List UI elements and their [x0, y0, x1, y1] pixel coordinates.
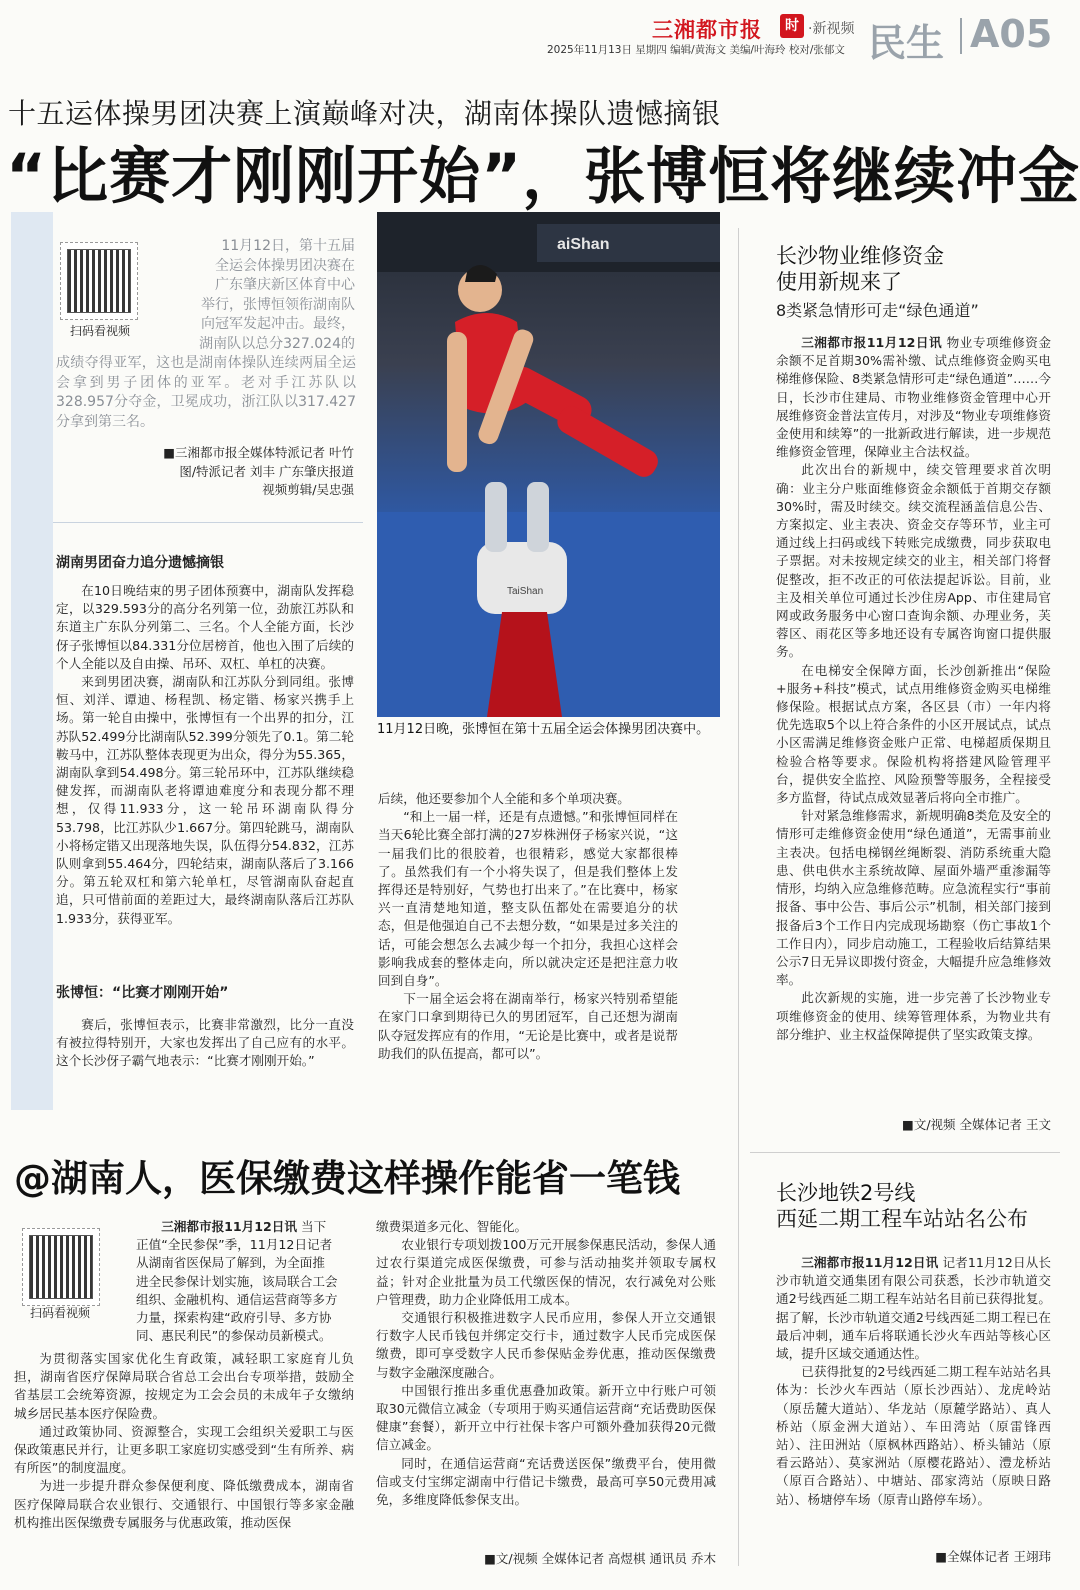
qr-code-icon: [29, 1235, 93, 1299]
newspaper-brand: 三湘都市报: [652, 18, 762, 42]
medical-dateline: 三湘都市报11月12日讯: [161, 1219, 297, 1234]
section1-body: 在10日晚结束的男子团体预赛中，湖南队发挥稳定，以329.593分的高分名列第一位，劲旅江苏队和东道主广东队分列第二、三名。个人全能方面，长沙伢子张博恒以84.331分位居榜首，他也入围了后续的个人全能以及自由操、吊环、双杠、单杠的决赛。 来到男团决赛，湖南队和江苏队分到同组。张博恒、刘洋、谭迪、杨程凯、杨定锴、杨家兴携手上场。第一轮自由操中，张博恒有一个出界的扣分，江苏队52.499分比湖南队52.399分领先了0.1。第二轮鞍马中，江苏队整体表现更为出众，得分为55.365，湖南队拿到54.498分。第三轮吊环中，江苏队继续稳健发挥，而湖南队老将谭迪难度分和表现分都不理想，仅得11.933分，这一轮吊环湖南队得分53.798，比江苏队少1.667分。第四轮跳马，湖南队小将杨定锴又出现落地失误，队伍得分54.832，江苏队则拿到55.464分，四轮结束，湖南队落后了3.166分。第五轮双杠和第六轮单杠，尽管湖南队奋起直追，只可惜前面的差距过大，最终湖南队落后江苏队1.933分，获得亚军。: [56, 583, 354, 926]
property-fund-body: 三湘都市报11月12日讯 物业专项维修资金余额不足首期30%需补缴、试点维修资金购买电梯维修保险、8类紧急情形可走“绿色通道”……今日，长沙市住建局、市物业维修资金管理中心开展维修资金普法宣传月，对涉及“物业专项维修资金使用和续筹”的一批新政进行解读，进一步规范维修资金管理，保障业主合法权益。 此次出台的新规中，续交管理要求首次明确：业主分户账面维修资金余额低于首期交存额30%时，需及时续交。续交流程涵盖信息公告、方案拟定、业主表决、资金交存等环节，业主可通过线上扫码或线下转账完成缴费，同步获取电子票据。对未按规定续交的业主，相关部门将督促整改，拒不改正的可依法提起诉讼。目前，业主及相关单位可通过长沙住房App、市住建局官网或政务服务中心窗口查询余额、办理业务，芙蓉区、雨花区等多地还设有专属咨询窗口提供服务。 在电梯安全保障方面，长沙创新推出“保险+服务+科技”模式，试点用维修资金购买电梯维修保险。根据试点方案，各区县（市）一年内将优先选取5个以上符合条件的小区开展试点，试点小区需满足维修资金账户正常、电梯超质保期且检验合格等要求。保险机构将搭建风险管理平台，提供安全监控、风险预警等服务，全程接受多方监督，待试点成效显著后将向全市推广。 针对紧急维修需求，新规明确8类危及安全的情形可走维修资金使用“绿色通道”，无需事前业主表决。包括电梯钢丝绳断裂、消防系统重大隐患、供电供水主系统故障、屋面外墙严重渗漏等情形，均纳入应急维修范畴。应急流程实行“事前报备、事中公告、事后公示”机制，相关部门接到报备后3个工作日内完成现场勘察（伤亡事故1个工作日内），同步启动施工，工程验收后结算结果公示7日无异议即拨付资金，大幅提升应急维修效率。 此次新规的实施，进一步完善了长沙物业专项维修资金的使用、续筹管理体系，为物业共有部分维护、业主权益保障提供了坚实政策支撑。: [776, 335, 1051, 1042]
property-fund-subtitle: 8类紧急情形可走“绿色通道”: [776, 301, 979, 320]
section-name: 民生: [868, 21, 945, 65]
brand-logo-icon: 时: [780, 14, 804, 38]
feature-qr-code[interactable]: [60, 242, 138, 320]
photo-caption: 11月12日晚，张博恒在第十五届全运会体操男团决赛中。: [377, 722, 710, 737]
bottom-qr-code[interactable]: [22, 1228, 100, 1306]
feature-credit: ■三湘都市报全媒体特派记者 叶竹 图/特派记者 刘丰 广东肇庆报道 视频剪辑/吴忠强: [163, 445, 354, 497]
metro-dateline: 三湘都市报11月12日讯: [801, 1255, 939, 1270]
column-divider: [738, 228, 739, 1566]
section2-title: 张博恒：“比赛才刚刚开始”: [56, 985, 229, 1001]
feature-headline: “比赛才刚刚开始”，张博恒将继续冲金: [6, 141, 1080, 212]
feature-subhead: 十五运体操男团决赛上演巅峰对决，湖南体操队遗憾摘银: [8, 97, 721, 130]
medical-lead-wrap: 三湘都市报11月12日讯 当下 正值“全民参保”季，11月12日记者 从湖南省医保局了解到，为全面推 进全民参保计划实施，该局联合工会 组织、金融机构、通信运营商等多方 力量，探索构建“政府引导、多方协 同、惠民利民”的参保动员新模式。: [136, 1219, 338, 1344]
section2-body: 赛后，张博恒表示，比赛非常激烈，比分一直没有被拉得特别开，大家也发挥出了自己应有的水平。这个长沙伢子霸气地表示：“比赛才刚刚开始。”: [56, 1017, 354, 1069]
issue-meta: 2025年11月13日 星期四 编辑/黄海文 美编/叶海玲 校对/张郁文: [547, 44, 845, 56]
medical-insurance-headline: @湖南人，医保缴费这样操作能省一笔钱: [14, 1157, 680, 1200]
page-number: A05: [970, 12, 1053, 56]
photo-horse-brand: TaiShan: [507, 586, 544, 597]
property-fund-title: 长沙物业维修资金 使用新规来了: [776, 244, 944, 294]
right-divider: [750, 1152, 1060, 1153]
feature-col2-body: 后续，他还要参加个人全能和多个单项决赛。 “和上一届一样，还是有点遗憾。”和张博恒同样在当天6轮比赛全部打满的27岁株洲伢子杨家兴说，“这一届我们比的很胶着，也很精彩，感觉大家都很棒了。虽然我们有一个小将失误了，但是我们整体上发挥得还是特别好，气势也打出来了。”在比赛中，杨家兴一直清楚地知道，整支队伍都处在需要追分的状态，但是他强迫自己不去想分数，“如果是过多关注的话，可能会想怎么去减少每一个扣分，我担心这样会影响我成套的整体走向，所以就决定还是把注意力收回到自身”。 下一届全运会将在湖南举行，杨家兴特别希望能在家门口拿到期待已久的男团冠军，自己还想为湖南队夺冠发挥应有的作用，“无论是比赛中，或者是说帮助我们的队伍提高，都可以”。: [378, 791, 678, 1061]
gymnast-photo: [377, 212, 720, 717]
lead-divider: [53, 522, 363, 523]
property-fund-credit: ■文/视频 全媒体记者 王文: [902, 1117, 1051, 1132]
section1-title: 湖南男团奋力追分遗憾摘银: [56, 555, 224, 571]
qr-code-icon: [67, 249, 131, 313]
property-fund-dateline: 三湘都市报11月12日讯: [801, 335, 943, 350]
pommel-horse-illustration: [377, 212, 720, 717]
feature-qr-label: 扫码看视频: [70, 324, 131, 338]
feature-lead-rest: 成绩夺得亚军，这也是湖南体操队连续两届全运会拿到男子团体的亚军。老对手江苏队以328.957分夺金，卫冕成功，浙江队以317.427分拿到第三名。: [56, 355, 356, 430]
feature-lead-wrap: 11月12日，第十五届 全运会体操男团决赛在 广东肇庆新区体育中心 举行，张博恒领衔湖南队 向冠军发起冲击。最终， 湖南队以总分327.024的: [199, 238, 355, 352]
metro-body: 三湘都市报11月12日讯 记者11月12日从长沙市轨道交通集团有限公司获悉，长沙市轨道交通2号线西延二期工程车站站名目前已获得批复。据了解，长沙市轨道交通2号线西延二期工程已在最后冲刺，通车后将联通长沙火车西站等核心区域，提升区域交通通达性。 已获得批复的2号线西延二期工程车站站名具体为：长沙火车西站（原长沙西站）、龙虎岭站（原岳麓大道站）、华龙站（原麓学路站）、真人桥站（原金洲大道站）、车田湾站（原雷锋西站）、注田洲站（原枫林西路站）、桥头铺站（原看云路站）、莫家洲站（原樱花路站）、澧龙桥站（原百合路站）、中塘站、邵家湾站（原映日路站）、杨塘停车场（原青山路停车场）。: [776, 1255, 1051, 1507]
medical-col2-body: 缴费渠道多元化、智能化。 农业银行专项划拨100万元开展参保惠民活动，参保人通过农行渠道完成医保缴费，可参与活动抽奖并领取专属权益；针对企业批量为员工代缴医保的情况，农行减免对公账户管理费，助力企业降低用工成本。 交通银行积极推进数字人民币应用，参保人开立交通银行数字人民币钱包并绑定交行卡，通过数字人民币完成医保缴费，即可享受数字人民币参保贴金券优惠，推动医保缴费与数字金融深度融合。 中国银行推出多重优惠叠加政策。新开立中行账户可领取30元微信立减金（专项用于购买通信运营商“充话费助医保健康”套餐），新开立中行社保卡客户可额外叠加获得20元微信立减金。 同时，在通信运营商“充话费送医保”缴费平台，使用微信或支付宝绑定湖南中行借记卡缴费，最高可享50元费用减免，多维度降低参保支出。: [376, 1219, 716, 1508]
section-divider: [960, 18, 962, 54]
metro-title: 长沙地铁2号线 西延二期工程车站站名公布: [776, 1181, 1028, 1231]
photo-banner-text: aiShan: [557, 236, 610, 253]
bottom-qr-label: 扫码看视频: [30, 1306, 91, 1320]
brand-video-label: ·新视频: [808, 21, 855, 37]
metro-credit: ■全媒体记者 王翊玮: [935, 1549, 1051, 1564]
medical-col1-body: 为贯彻落实国家优化生育政策，减轻职工家庭育儿负担，湖南省医疗保障局联合省总工会出台专项举措，鼓励全省基层工会统筹资源，按规定为工会会员的未成年子女缴纳城乡居民基本医疗保险费。 通过政策协同、资源整合，实现工会组织关爱职工与医保政策惠民并行，让更多职工家庭切实感受到“生有所养、病有所医”的制度温度。 为进一步提升群众参保便利度、降低缴费成本，湖南省医疗保障局联合农业银行、交通银行、中国银行等多家金融机构推出医保缴费专属服务与优惠政策，推动医保: [14, 1351, 354, 1530]
medical-credit: ■文/视频 全媒体记者 高煜棋 通讯员 乔木: [484, 1551, 716, 1566]
